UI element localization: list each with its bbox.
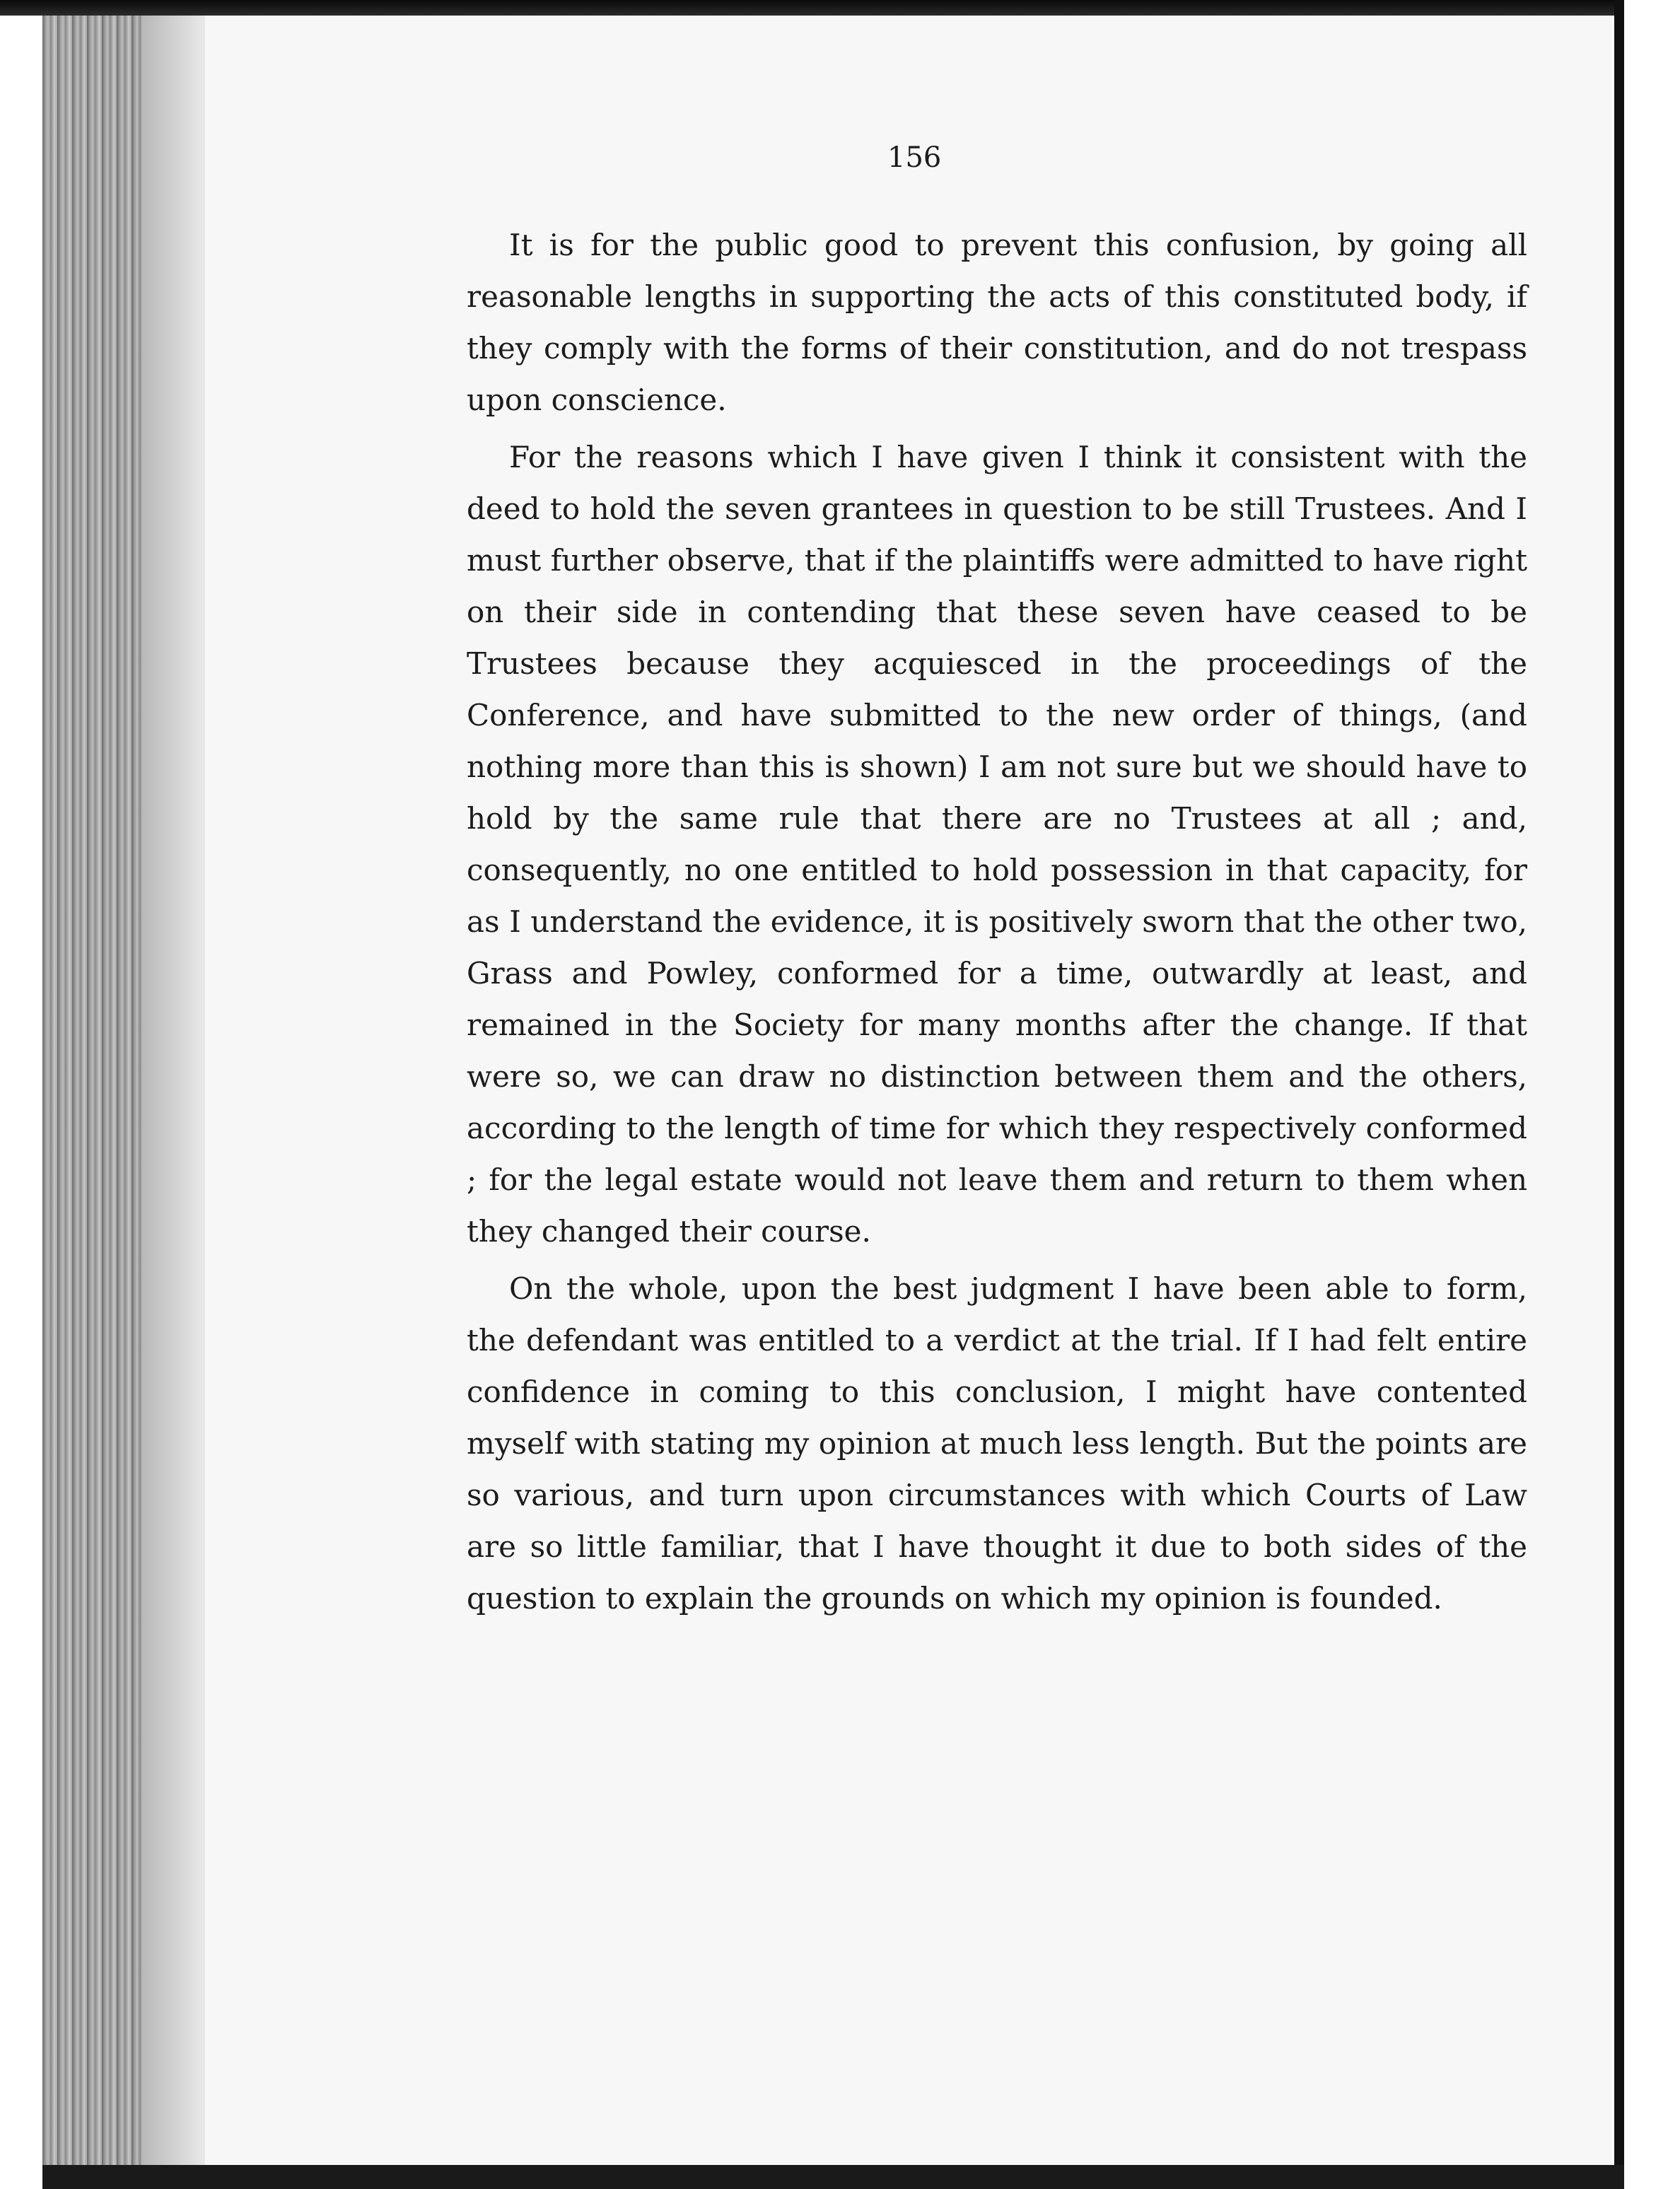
body-text — [467, 219, 1527, 1630]
scan-top-edge — [0, 0, 1619, 16]
scan-bottom-edge — [42, 2165, 1626, 2189]
page-number: 156 — [887, 141, 942, 174]
paragraph-trustees: For the reasons which I have given I think it consistent with the deed to hold the seven grantees in question to be still Trustees. And I must further observe, that if the plaintiffs were admitted to have right on their side in contending that these seven have ceased to be Trustees because they acquiesced in the proceedings of the Conference, and have submitted to the new order of things, (and nothing more than this is shown) I am not sure but we should have to hold by the same rule that there are no Trustees at all ; and, consequently, no one entitled to hold possession in that capacity, for as I understand the evidence, it is positively sworn that the other two, Grass and Powley, conformed for a time, outwardly at least, and remained in the Society for many months after the change. If that were so, we can draw no distinction between them and the others, according to the length of time for which they respectively conformed ; for the legal estate would not leave them and return to them when they changed their course. — [467, 440, 1527, 1249]
scan-right-edge — [1614, 0, 1624, 2165]
scan-right-margin — [1624, 0, 1680, 2189]
paragraph-conclusion: On the whole, upon the best judgment I have been able to form, the defendant was entitled to a verdict at the trial. If I had felt entire confidence in coming to this conclusion, I might have contented myself with stating my opinion at much less length. But the points are so various, and turn upon circumstances with which Courts of Law are so little familiar, that I have thought it due to both sides of the question to explain the grounds on which my opinion is founded. — [467, 1271, 1527, 1616]
paragraph-public-good: It is for the public good to prevent this confusion, by going all reasonable lengths in supporting the acts of this constituted body, if they comply with the forms of their constitution, and do not trespass upon conscience. — [467, 228, 1527, 417]
